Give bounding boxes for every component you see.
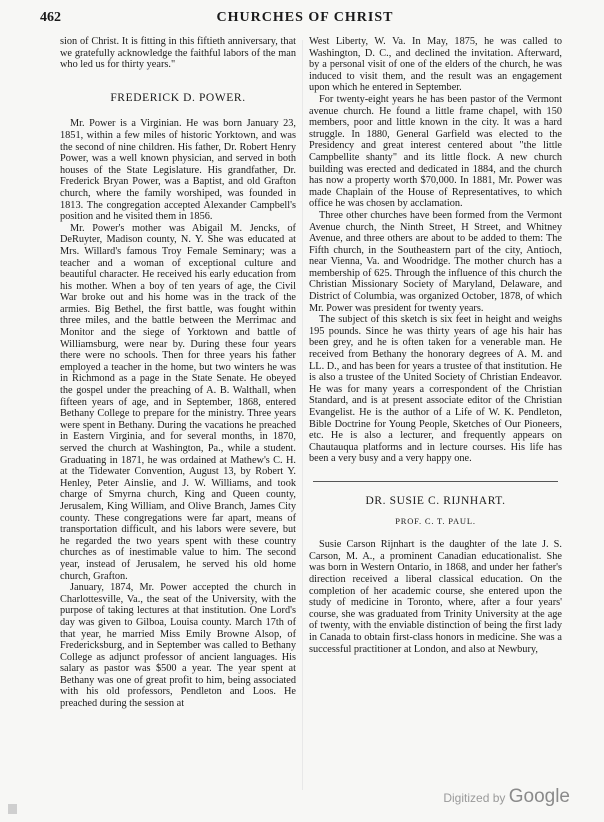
paragraph: For twenty-eight years he has been pastor of the Vermont avenue church. He found a little frame chapel, with 150 members, poor and little known in the city. It was a hard struggle. In 1880, General Garfield was elected to the Presidency and great interest centered about "the little Campbellite shanty" and its little flock. A new church building was erected and dedicated in 1884, and the church has now a property worth $70,000. In 1881, Mr. Power was made Chaplain of the House of Representatives, to which office he was chosen by acclamation.: [309, 93, 562, 210]
running-title: CHURCHES OF CHRIST: [216, 10, 394, 25]
left-column: [60, 36, 296, 710]
section-title-power: FREDERICK D. POWER.: [110, 91, 246, 104]
column-gutter: [302, 40, 303, 790]
paragraph: Mr. Power is a Virginian. He was born January 23, 1851, within a few miles of historic Yorktown, and was the second of nine children. His father, Dr. Robert Henry Power, was a well known physician, and served in both houses of the State Legislature. His grandfather, Dr. Frederick Bryan Power, was a Baptist, and old Grafton church, where the family worshiped, was founded in 1813. The congregation accepted Alexander Campbell's position and he visited them in 1856.: [60, 118, 296, 223]
page-header: [40, 10, 570, 30]
paragraph: The subject of this sketch is six feet in height and weighs 195 pounds. Since he was thirty years of age his hair has been grey, and he is often taken for a venerable man. He received from Bethany the honorary degrees of A. M. and LL. D., and has been for years a trustee of that institution. He is also a trustee of the United Society of Christian Endeavor. He was for many years a correspondent of the Christian Standard, and is at present associate editor of the Christian Evangelist. He is the author of a Life of W. K. Pendleton, Bible Doctrine for Young People, Sketches of Our Pioneers, etc. He is also a lecturer, and frequently appears on Chautauqua platforms and in lecture courses. His life has been a very busy and a very happy one.: [309, 314, 562, 465]
watermark-prefix: Digitized by: [443, 791, 506, 805]
paragraph: January, 1874, Mr. Power accepted the church in Charlottesville, Va., the seat of the University, with the purpose of taking lectures at that institution. One Lord's day was given to Gilboa, Louisa county. March 17th of that year, he married Miss Emily Browne Alsop, of Fredericksburg, and in September was called to Bethany College as adjunct professor of ancient languages. His salary as pastor was $500 a year. The year spent at Bethany was one of great profit to him, being associated with his old professors, Pendleton and Loos. He preached during the session at: [60, 582, 296, 710]
section-title-rijnhart: DR. SUSIE C. RIJNHART.: [365, 494, 506, 507]
paragraph: West Liberty, W. Va. In May, 1875, he was called to Washington, D. C., and declined the invitation. Afterward, by a personal visit of one of the elders of the church, he was induced to visit them, and the result was an engagement upon which he entered in September.: [309, 36, 562, 94]
page-number: 462: [40, 10, 61, 25]
paragraph: Mr. Power's mother was Abigail M. Jencks, of DeRuyter, Madison county, N. Y. She was educated at Mrs. Willard's famous Troy Female Seminary; was a teacher and a woman of exceptional culture and beautiful character. He received his early education from his mother. When a boy of ten years of age, the Civil War broke out and his home was in the track of the armies. Big Bethel, the first battle, was fought within three miles, and the battle between the Merrimac and Monitor and the siege of Yorktown and battle of Williamsburg, were near by. During these four years there were no schools. Then for three years his father employed a teacher in the home, but two winters he was in Richmond as a page in the State Senate. He obeyed the gospel under the preaching of A. B. Walthall, when fifteen years of age, and in September, 1868, entered Bethany College to prepare for the ministry. Three years were spent in Bethany. During the vacations he preached in Eastern Virginia, and for several months, in 1870, served the church at Washington, Pa., while a student. Graduating in 1871, he was ordained at Mathew's C. H. at the Tidewater Convention, August 13, by Robert Y. Henley, Peter Ainslie, and J. W. Williams, and took charge of Smyrna church, King and Queen county, Jerusalem, King William, and Olive Branch, James City county. These congregations were far apart, means of transportation difficult, and his labors were severe, but he regarded the two years spent with these country churches as of inestimable value to him. The second year, instead of Jerusalem, he served his old home church, Grafton.: [60, 222, 296, 582]
section-divider: [313, 481, 558, 482]
paragraph: Three other churches have been formed from the Vermont Avenue church, the Ninth Street, H Street, and Whitney Avenue, and three others are about to be added to them: The Fifth church, in the Southeastern part of the city, Antioch, near Vienna, Va. and Woodridge. The mother church has a membership of 625. Through the influence of this church the Christian Missionary Society of Maryland, Delaware, and District of Columbia, was organized October, 1878, of which Mr. Power was president for twenty years.: [309, 209, 562, 314]
digitized-watermark: [443, 786, 570, 808]
right-column: [309, 36, 562, 655]
author-byline: PROF. C. T. PAUL.: [395, 515, 476, 526]
left-opening-paragraph: sion of Christ. It is fitting in this fiftieth anniversary, that we gratefully acknowledge the faithful labors of the man who led us for thirty years.": [60, 36, 296, 71]
page-corner-icon: [8, 804, 17, 814]
watermark-brand: Google: [508, 786, 570, 807]
paragraph: Susie Carson Rijnhart is the daughter of the late J. S. Carson, M. A., a prominent Canadian educationalist. She was born in Western Ontario, in 1868, and under her father's direction received a liberal classical education. On the completion of her academic course, she entered upon the study of medicine in Toronto, where, after a four years' course, she was graduated from Trinity University at the age of twenty, with the enviable distinction of being the first lady in Canada to obtain first-class honors in medicine. She was a successful practitioner at London, and also at Newbury,: [309, 539, 562, 655]
